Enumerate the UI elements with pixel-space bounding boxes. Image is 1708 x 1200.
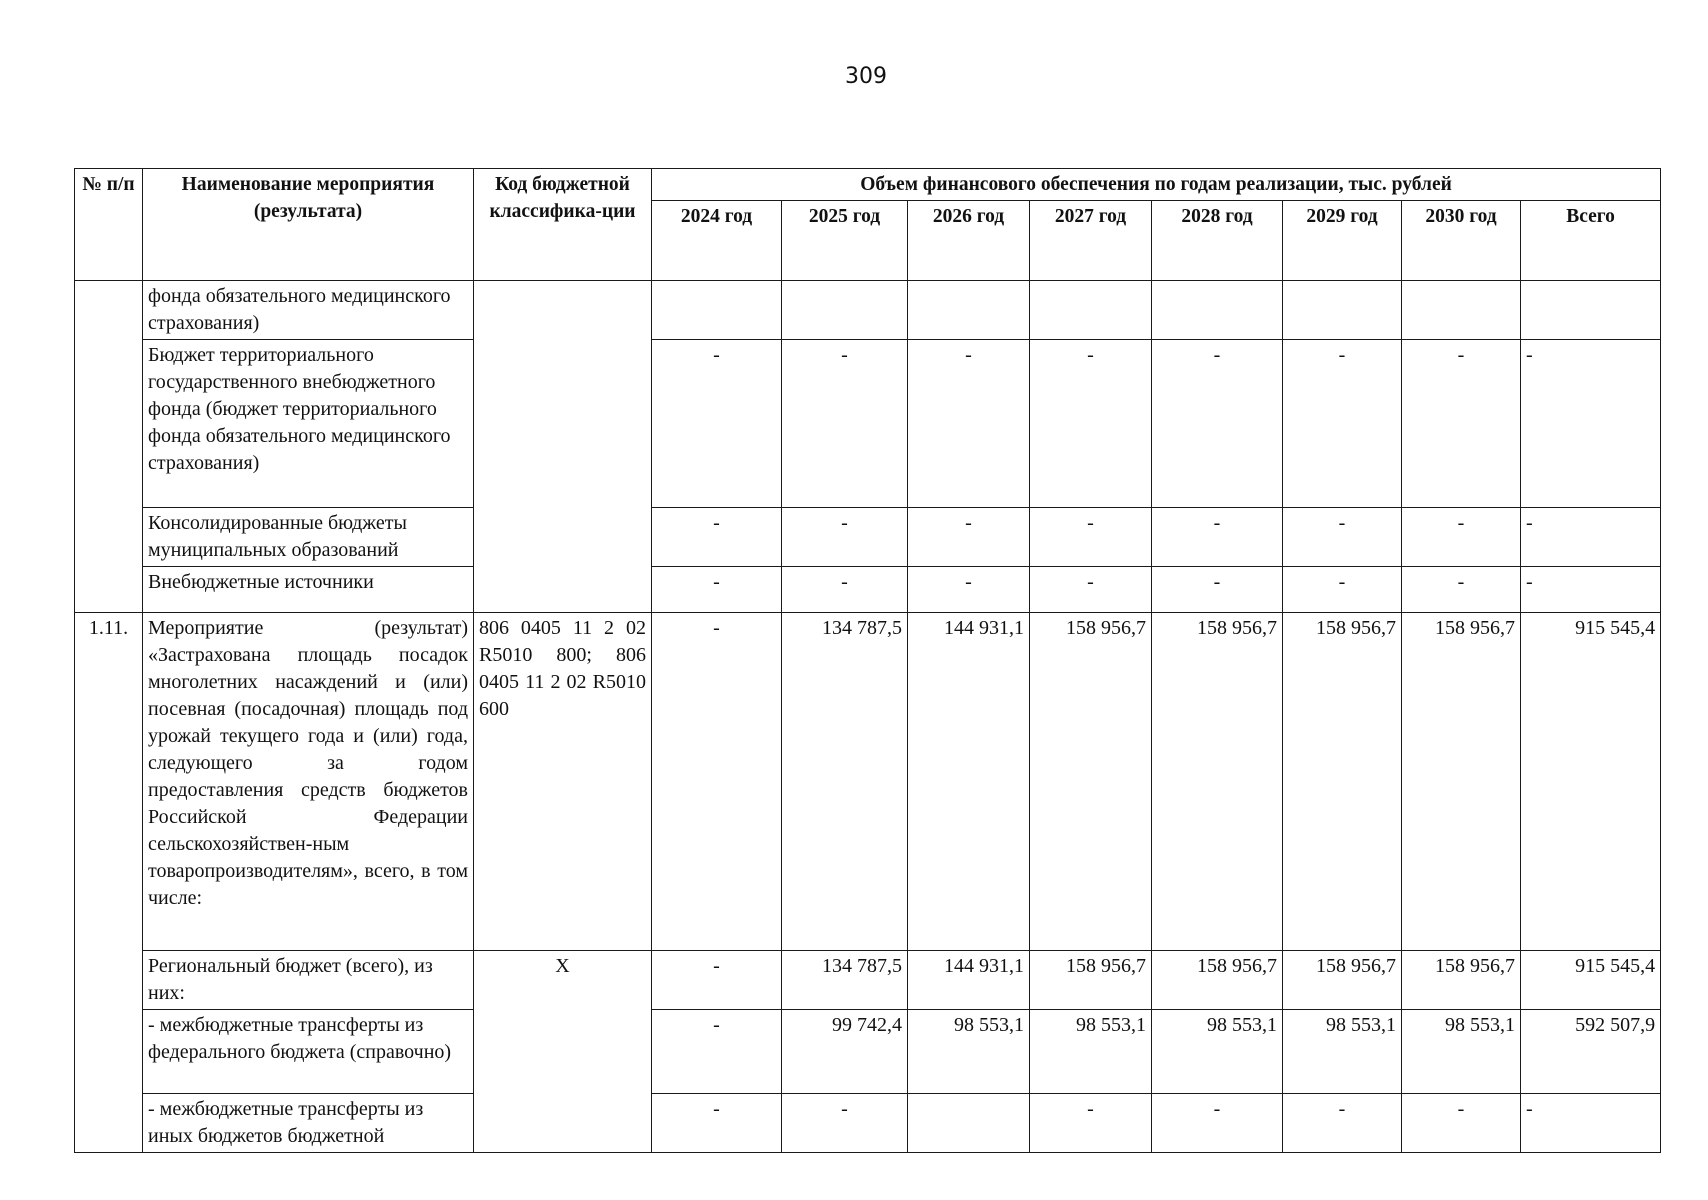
value-cell: -	[1030, 340, 1152, 508]
value-cell	[908, 281, 1030, 340]
value-cell: 158 956,7	[1152, 613, 1283, 951]
value-cell: -	[908, 567, 1030, 613]
value-cell: 144 931,1	[908, 613, 1030, 951]
header-row	[75, 169, 1661, 201]
value-cell: -	[782, 1094, 908, 1153]
row-code-cell	[474, 281, 652, 613]
value-cell: -	[1283, 1094, 1402, 1153]
value-cell: 915 545,4	[1521, 951, 1661, 1010]
table-row	[75, 1094, 1661, 1153]
value-cell: 98 553,1	[1030, 1010, 1152, 1094]
value-cell: -	[1521, 1094, 1661, 1153]
value-cell: 134 787,5	[782, 613, 908, 951]
value-cell: 158 956,7	[1030, 951, 1152, 1010]
value-cell: -	[1521, 508, 1661, 567]
row-name: Консолидированные бюджеты муниципальных образований	[143, 508, 474, 567]
header-year: 2030 год	[1402, 201, 1521, 281]
value-cell: -	[652, 567, 782, 613]
table-row	[75, 567, 1661, 613]
value-cell: 158 956,7	[1030, 613, 1152, 951]
value-cell: -	[652, 1094, 782, 1153]
value-cell: 134 787,5	[782, 951, 908, 1010]
row-number-cell	[75, 281, 143, 613]
value-cell: 144 931,1	[908, 951, 1030, 1010]
header-code: Код бюджетной классифика-ции	[474, 169, 652, 281]
header-year: 2028 год	[1152, 201, 1283, 281]
table-row	[75, 951, 1661, 1010]
value-cell: 915 545,4	[1521, 613, 1661, 951]
value-cell: -	[1402, 340, 1521, 508]
value-cell: -	[1521, 567, 1661, 613]
value-cell: -	[908, 340, 1030, 508]
page-number: 309	[845, 64, 887, 89]
value-cell: -	[1152, 1094, 1283, 1153]
table-row	[75, 508, 1661, 567]
value-cell: -	[782, 567, 908, 613]
value-cell: -	[1521, 340, 1661, 508]
value-cell: -	[908, 508, 1030, 567]
row-name: - межбюджетные трансферты из иных бюджетов бюджетной	[143, 1094, 474, 1153]
value-cell: -	[1402, 508, 1521, 567]
value-cell: -	[1030, 1094, 1152, 1153]
value-cell: 592 507,9	[1521, 1010, 1661, 1094]
table-row	[75, 613, 1661, 951]
value-cell: 99 742,4	[782, 1010, 908, 1094]
value-cell	[1152, 281, 1283, 340]
value-cell: -	[652, 951, 782, 1010]
value-cell: -	[652, 613, 782, 951]
header-year: 2024 год	[652, 201, 782, 281]
value-cell	[1283, 281, 1402, 340]
row-code: 806 0405 11 2 02 R5010 800; 806 0405 11 2 02 R5010 600	[474, 613, 652, 951]
header-funding: Объем финансового обеспечения по годам реализации, тыс. рублей	[652, 169, 1661, 201]
value-cell: -	[1283, 567, 1402, 613]
value-cell: 158 956,7	[1402, 613, 1521, 951]
value-cell	[1030, 281, 1152, 340]
value-cell: -	[1152, 340, 1283, 508]
value-cell: -	[1030, 567, 1152, 613]
header-number: № п/п	[75, 169, 143, 281]
value-cell	[782, 281, 908, 340]
row-name: - межбюджетные трансферты из федерального бюджета (справочно)	[143, 1010, 474, 1094]
value-cell: -	[1402, 1094, 1521, 1153]
value-cell	[1521, 281, 1661, 340]
value-cell: 98 553,1	[1152, 1010, 1283, 1094]
value-cell: -	[1283, 508, 1402, 567]
value-cell: 158 956,7	[1283, 613, 1402, 951]
value-cell: 158 956,7	[1283, 951, 1402, 1010]
value-cell: -	[782, 340, 908, 508]
row-code: X	[474, 951, 652, 1153]
value-cell	[652, 281, 782, 340]
row-name: фонда обязательного медицинского страхования)	[143, 281, 474, 340]
value-cell: -	[1152, 508, 1283, 567]
header-year: 2026 год	[908, 201, 1030, 281]
row-name: Региональный бюджет (всего), из них:	[143, 951, 474, 1010]
value-cell: -	[652, 508, 782, 567]
table-row	[75, 1010, 1661, 1094]
value-cell	[1402, 281, 1521, 340]
funding-table	[74, 168, 1661, 1153]
value-cell: 158 956,7	[1152, 951, 1283, 1010]
header-year: 2025 год	[782, 201, 908, 281]
value-cell: 98 553,1	[908, 1010, 1030, 1094]
value-cell: 98 553,1	[1283, 1010, 1402, 1094]
header-year: 2027 год	[1030, 201, 1152, 281]
table-row	[75, 340, 1661, 508]
value-cell: 98 553,1	[1402, 1010, 1521, 1094]
table-row	[75, 281, 1661, 340]
row-name: Мероприятие (результат) «Застрахована площадь посадок многолетних насаждений и (или) посевная (посадочная) площадь под урожай текущего года и (или) года, следующего за годом предоставления средств бюджетов Российской Федерации сельскохозяйствен-ным товаропроизводителям», всего, в том числе:	[143, 613, 474, 951]
value-cell: -	[1152, 567, 1283, 613]
value-cell: 158 956,7	[1402, 951, 1521, 1010]
value-cell: -	[782, 508, 908, 567]
header-name: Наименование мероприятия (результата)	[143, 169, 474, 281]
value-cell: -	[652, 1010, 782, 1094]
value-cell: -	[652, 340, 782, 508]
header-year: 2029 год	[1283, 201, 1402, 281]
header-total: Всего	[1521, 201, 1661, 281]
value-cell: -	[1283, 340, 1402, 508]
value-cell	[908, 1094, 1030, 1153]
value-cell: -	[1030, 508, 1152, 567]
row-number: 1.11.	[75, 613, 143, 1153]
row-name: Внебюджетные источники	[143, 567, 474, 613]
row-name: Бюджет территориального государственного внебюджетного фонда (бюджет территориального фонда обязательного медицинского страхования)	[143, 340, 474, 508]
value-cell: -	[1402, 567, 1521, 613]
